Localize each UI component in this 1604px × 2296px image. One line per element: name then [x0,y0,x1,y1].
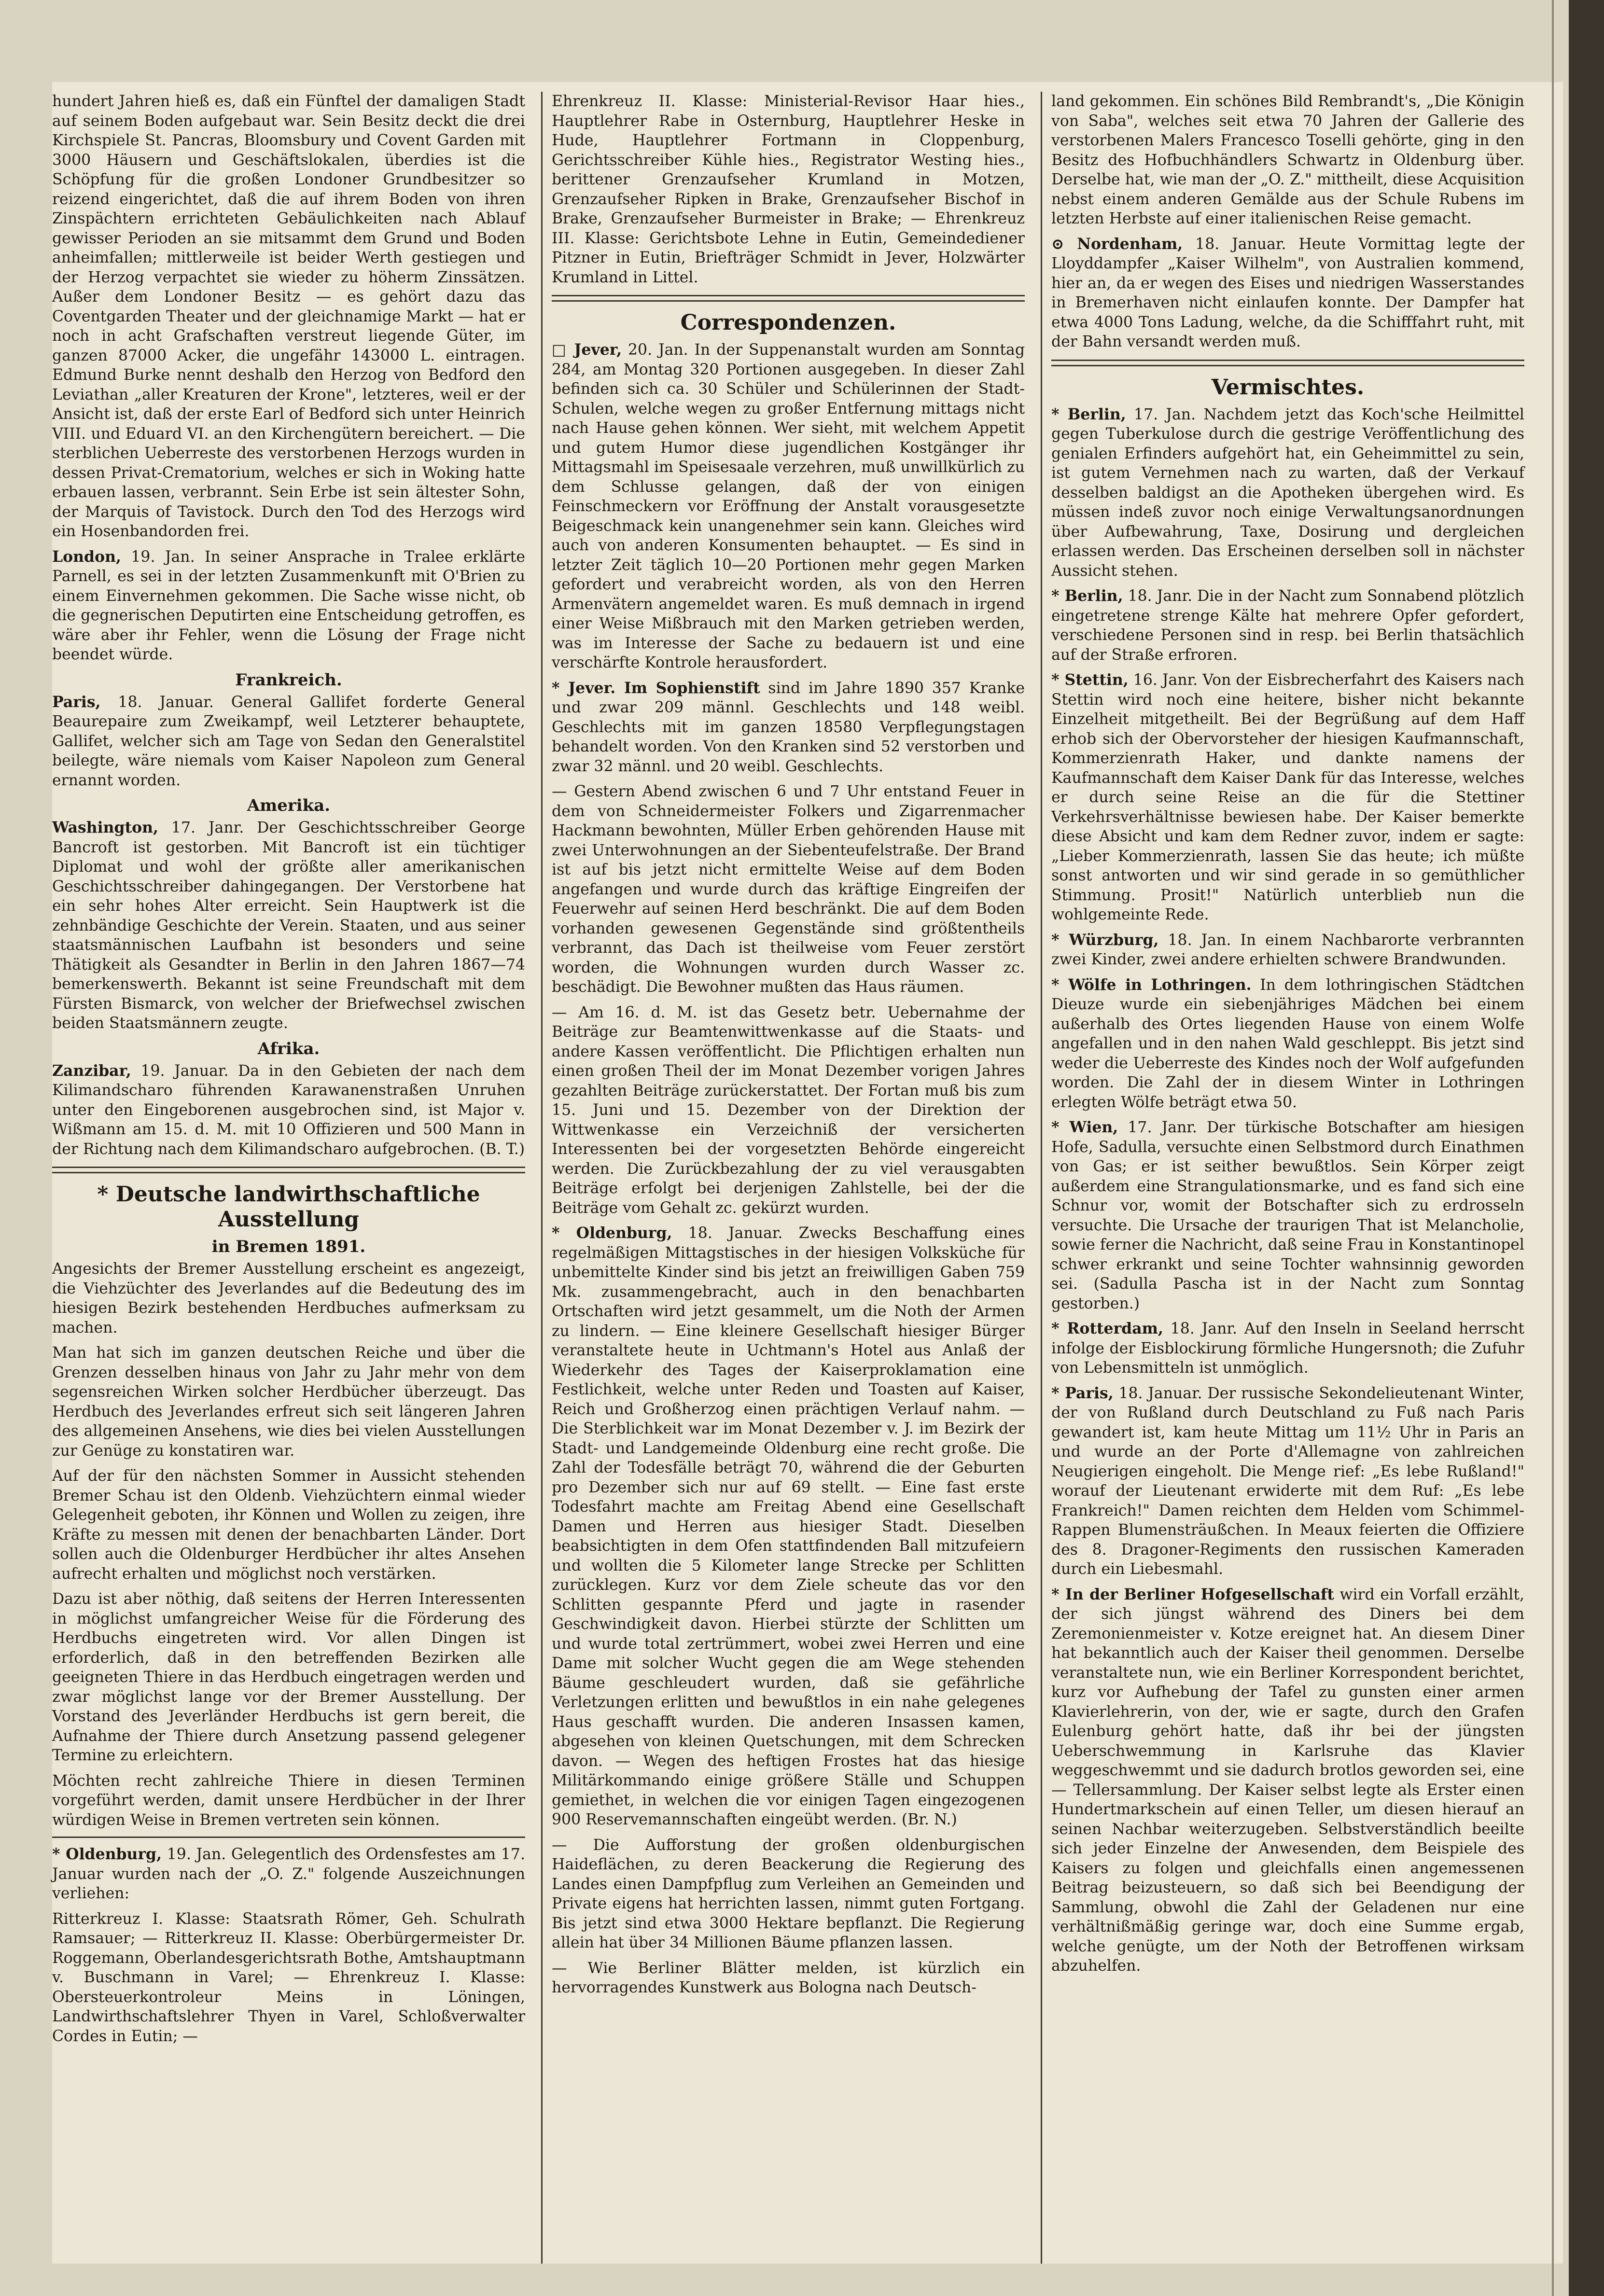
article-berlin [1051,586,1524,665]
article-text: 17. Janr. Der türkische Botschafter am hiesigen Hofe, Sadulla, versuchte einen Selbstmord durch Einathmen von Gas; er ist seither bewußtlos. Sein Körper zeigt außerdem eine Strangulationsmarke, und es fand sich eine Schnur vor, womit der Botschafter sich zu erdrosseln versuchte. Die Ursache der traurigen That ist Melancholie, sowie ferner die Nachricht, daß seine Frau in Konstantinopel schwer erkrankt und seine Tochter wahnsinnig geworden sei. (Sadulla Pascha ist in der Nacht zum Sonntag gestorben.) [1051,1119,1524,1312]
article-text: Man hat sich im ganzen deutschen Reiche und über die Grenzen desselben hinaus von Jahr zu Jahr mehr von dem segensreichen Wirken solcher Herdbücher überzeugt. Das Herdbuch des Jeverlandes erfreut sich seit längeren Jahren des allgemeinen Ansehens, wie dies bei vielen Ausstellungen zur Genüge zu konstatiren war. [52,1344,525,1460]
article-text: 18. Jan. In einem Nachbarorte verbrannten zwei Kinder, zwei andere erhielten schwere Brandwunden. [1051,931,1524,968]
section-heading-vermischtes: Vermischtes. [1211,375,1365,400]
section-divider [1051,360,1524,366]
dateline: * Berlin, [1051,587,1123,605]
article-text: — Die Aufforstung der großen oldenburgischen Haideflächen, zu deren Beackerung die Regierung des Landes einen Dampfpflug zum Verleihen an Gemeinden und Private eigens hat herrichten lassen, nimmt guten Fortgang. Bis jetzt sind etwa 3000 Hektare bepflanzt. Die Regierung allein hat über 34 Millionen Bäume pflanzen lassen. [552,1836,1025,1951]
dateline: □ Jever, [552,341,622,359]
article-london [52,547,525,665]
dateline: * Oldenburg, [552,1224,672,1242]
article-stettin [1051,670,1524,925]
divider [52,1837,525,1838]
article-text: 19. Januar. Da in den Gebieten der nach dem Kilimandscharo führenden Karawanenstraßen Unruhen unter den Eingeborenen ausgebrochen sind, ist Major v. Wißmann am 15. d. M. mit 10 Offizieren und 500 Mann in der Richtung nach dem Kilimandscharo aufgebrochen. (B. T.) [52,1062,525,1158]
page-fold-shadow [1552,0,1554,2296]
article-text: 20. Jan. In der Suppenanstalt wurden am Sonntag 284, am Montag 320 Portionen ausgegeben. In dieser Zahl befinden sich ca. 30 Schüler und Schülerinnen der Stadt-Schulen, welche wegen zu großer Entfernung mittags nicht nach Hause gehen können. Wer sieht, mit welchem Appetit und gutem Humor diese jugendlichen Kostgänger ihr Mittagsmahl im Speisesaale verzehren, muß unwillkürlich zu dem Schlusse gelangen, daß der von einigen Feinschmeckern vor Eröffnung der Anstalt vorausgesetzte Beigeschmack kein unangenehmer sein kann. Gleiches wird auch von anderen Konsumenten behauptet. — Es sind in letzter Zeit täglich 10—20 Portionen mehr gegen Marken gefordert und verabreicht worden, als von den Herren Armenvätern angemeldet waren. Es muß demnach in irgend einer Weise Mißbrauch mit den Marken getrieben werden, was im Interesse der Sache zu bedauern ist und eine verschärfte Kontrole herausfordert. [552,341,1025,671]
article-text: sind im Jahre 1890 357 Kranke und zwar 209 männl. Geschlechts und 148 weibl. Geschlechts mit im ganzen 18580 Verpflegungstagen behandelt worden. Von den Kranken sind 52 verstorben und zwar 32 männl. und 20 weibl. Geschlechts. [552,679,1025,775]
article-woelfe [1051,975,1524,1113]
dateline: * Rotterdam, [1051,1320,1163,1337]
article-zanzibar [52,1061,525,1159]
section-heading-amerika: Amerika. [247,796,331,815]
dateline: Zanzibar, [52,1061,131,1080]
dateline: ⊙ Nordenham, [1051,235,1183,253]
article-text: Dazu ist aber nöthig, daß seitens der Herren Interessenten in möglichst umfangreicher Weise für die Förderung des Herdbuchs eingetreten wird. Vor allen Dingen ist erforderlich, daß in den betreffenden Bezirken alle geeigneten Thiere in das Herdbuch eingetragen werden und zwar möglichst lange vor der Bremer Ausstellung. Der Vorstand des Jeverländer Herdbuchs ist gern bereit, die Aufnahme der Thiere durch Ansetzung passend gelegener Termine zu erleichtern. [52,1590,525,1764]
headline-ausstellung: * Deutsche landwirthschaftliche Ausstellung [97,1182,480,1232]
dateline: * Stettin, [1051,671,1129,689]
section-heading-correspondenzen: Correspondenzen. [680,310,896,335]
article-text: Ehrenkreuz II. Klasse: Ministerial-Revisor Haar hies., Hauptlehrer Rabe in Osternburg, Hauptlehrer Heske in Hude, Hauptlehrer Fortmann in Cloppenburg, Gerichtsschreiber Kühle hies., Registrator Westing hies., berittener Grenzaufseher Krumland in Motzen, Grenzaufseher Ripken in Brake, Grenzaufseher Bischof in Brake, Grenzaufseher Burmeister in Brake; — Ehrenkreuz III. Klasse: Gerichtsbote Lehne in Eutin, Gemeindediener Pitzner in Eutin, Briefträger Schmidt in Jever, Holzwärter Krumland in Littel. [552,93,1025,286]
article-text: wird ein Vorfall erzählt, der sich jüngst während des Diners bei dem Zeremonienmeister v. Kotze ereignet hat. An diesem Diner hat bekanntlich auch der Kaiser theil genommen. Derselbe veranstaltete nun, wie ein Berliner Korrespondent berichtet, kurz vor Aufhebung der Tafel zu gunsten einer armen Klavierlehrerin, von der, wie er sagte, durch den Grafen Eulenburg gehört hatte, daß ihr bei der jüngsten Ueberschwemmung in Karlsruhe das Klavier weggeschwemmt und sie dadurch brotlos geworden sei, eine — Tellersammlung. Der Kaiser selbst legte als Erster einen Hundertmarkschein auf einen Teller, um diesen hierauf an seinen Nachbar weiterzugeben. Selbstverständlich beeilte sich jeder Einzelne der Anwesenden, dem Beispiele des Kaisers zu folgen und gleichfalls einen angemessenen Beitrag beizusteuern, so daß sich bei Beendigung der Sammlung, obwohl die Zahl der Geladenen nur eine verhältnißmäßig geringe war, doch eine Summe ergab, welche genügte, um der Noth der Betroffenen wirksam abzuhelfen. [1051,1586,1524,1975]
dateline: * Berlin, [1051,405,1126,423]
dateline: * In der Berliner Hofgesellschaft [1051,1585,1334,1603]
dateline: London, [52,547,121,566]
article-text: — Gestern Abend zwischen 6 und 7 Uhr entstand Feuer in dem von Schneidermeister Folkers und Zigarrenmacher Hackmann bewohnten, Müller Erben gehörenden Hause mit zwei Unterwohnungen an der Siebenteufelstraße. Der Brand ist auf bis jetzt nicht ermittelte Weise auf dem Boden angefangen und wurde durch das kräftige Eingreifen der Feuerwehr auf seinen Herd beschränkt. Die auf dem Boden vorhanden gewesenen Gegenstände sind größtentheils verbrannt, das Dach ist theilweise vom Feuer zerstört worden, die Wohnungen wurden durch Wasser zc. beschädigt. Die Bewohner mußten das Haus räumen. [552,783,1025,996]
column-3 [1051,92,1524,1982]
article-text: — Wie Berliner Blätter melden, ist kürzlich ein hervorragendes Kunstwerk aus Bologna nach Deutsch- [552,1959,1025,1996]
article-text: Auf der für den nächsten Sommer in Aussicht stehenden Bremer Schau ist den Oldenb. Viehzüchtern einmal wieder Gelegenheit geboten, ihr Können und Wollen zu zeigen, ihre Kräfte zu messen mit denen der benachbarten Länder. Dort sollen auch die Oldenburger Herdbücher ihr altes Ansehen aufrecht erhalten und möglichst noch verstärken. [52,1467,525,1583]
section-divider [552,295,1025,302]
dateline: * Oldenburg, [52,1845,162,1863]
article-paris [1051,1384,1524,1579]
section-heading-afrika: Afrika. [257,1039,320,1058]
article-text: hundert Jahren hieß es, daß ein Fünftel der damaligen Stadt auf seinem Boden aufgebaut war. Sein Besitz deckt die drei Kirchspiele St. Pancras, Bloomsbury und Covent Garden mit 3000 Häusern und Geschäftslokalen, überdies ist die Schöpfung für die großen Londoner Grundbesitzer so reizend eingerichtet, daß die auf ihrem Boden von ihren Zinspächtern errichteten Gebäulichkeiten nach Ablauf gewisser Perioden an sie mitsammt dem Grund und Boden anheimfallen; mittlerweile ist beider Werth gestiegen und der Herzog verpachtet sie wieder zu höherm Zinssätzen. Außer dem Londoner Besitz — es gehört dazu das Coventgarden Theater und der gleichnamige Markt — hat er noch in acht Grafschaften verstreut liegende Güter, im ganzen 87000 Acker, die ungefähr 143000 L. eintragen. Edmund Burke nennt deshalb den Herzog von Bedford den Leviathan „aller Kreaturen der Krone", letzteres, weil er der Ansicht ist, daß der erste Earl of Bedford sich unter Heinrich VIII. und Eduard VI. an den Kirchengütern bereichert. — Die sterblichen Ueberreste des verstorbenen Herzogs wurden in dessen Privat-Crematorium, welches er sich in Woking hatte erbauen lassen, verbrannt. Sein Erbe ist sein ältester Sohn, der Marquis of Tavistock. Durch den Tod des Herzogs wird ein Hosenbandorden frei. [52,93,525,540]
article-text: Ritterkreuz I. Klasse: Staatsrath Römer, Geh. Schulrath Ramsauer; — Ritterkreuz II. Klasse: Oberbürgermeister Dr. Roggemann, Oberlandesgerichtsrath Bothe, Amtshauptmann v. Buschmann in Varel; — Ehrenkreuz I. Klasse: Obersteuerkontroleur Meins in Löningen, Landwirthschaftslehrer Thyen in Varel, Schloßverwalter Cordes in Eutin; — [52,1910,525,2045]
article-text: land gekommen. Ein schönes Bild Rembrandt's, „Die Königin von Saba", welches seit etwa 70 Jahren der Gallerie des verstorbenen Malers Francesco Toselli gehörte, ging in den Besitz des Hofbuchhändlers Schwartz in Oldenburg über. Derselbe hat, wie man der „O. Z." mittheilt, diese Acquisition nebst einem anderen Gemälde aus der Schule Rubens im letzten Herbste auf einer italienischen Reise gemacht. [1051,93,1524,227]
article-text: In dem lothringischen Städtchen Dieuze wurde ein siebenjähriges Mädchen bei einem außerhalb des Ortes liegenden Hause von einem Wolfe angefallen und in den nahen Wald geschleppt. Bis jetzt sind weder die Ueberreste des Kindes noch der Wolf aufgefunden worden. Die Zahl der in diesem Winter in Lothringen erlegten Wölfe beträgt etwa 50. [1051,976,1524,1111]
article-text: 19. Jan. In seiner Ansprache in Tralee erklärte Parnell, es sei in der letzten Zusammenkunft mit O'Brien zu einem Einvernehmen gekommen. Die Sache wisse nicht, ob die gegnerischen Deputirten eine Entscheidung getroffen, es wäre aber ihr Fehler, wenn die Lösung der Frage nicht beendet würde. [52,548,525,663]
dateline: Paris, [52,693,101,711]
column-1 [52,92,525,2052]
article-nordenham [1051,235,1524,352]
article-oldenburg [52,1845,525,1904]
article-rotterdam [1051,1319,1524,1378]
newspaper-page [52,82,1563,2264]
article-text: 18. Januar. Der russische Sekondelieutenant Winter, der von Rußland durch Deutschland zu Fuß nach Paris gewandert ist, kam heute Mittag um 11½ Uhr in Paris an und wurde an der Porte d'Allemagne von zahlreichen Neugierigen eingeholt. Die Menge rief: „Es lebe Rußland!" worauf der Lieutenant erwiderte mit dem Ruf: „Es lebe Frankreich!" Damen reichten dem Helden vom Schimmel-Rappen Blumensträußchen. In Meaux feierten die Offiziere des 8. Dragoner-Regiments den russischen Kameraden durch ein Liebesmahl. [1051,1384,1524,1578]
dateline: * Würzburg, [1051,931,1159,949]
article-text: 18. Janr. Auf den Inseln in Seeland herrscht infolge der Eisblockirung förmliche Hungersnoth; die Zufuhr von Lebensmitteln ist unmöglich. [1051,1320,1524,1377]
article-text: 16. Janr. Von der Eisbrecherfahrt des Kaisers nach Stettin wird noch eine heitere, bisher nicht bekannte Einzelheit mitgetheilt. Bei der Begrüßung auf dem Haff erhob sich der Obervorsteher der hiesigen Kaufmannschaft, Kommerzienrath Haker, und dankte namens der Kaufmannschaft dem Kaiser Dank für das Interesse, welches er durch seine Reise an die für die Stettiner Verkehrsverhältnisse bewiesen habe. Der Kaiser bemerkte diese Absicht und kam dem Redner zuvor, indem er sagte: „Lieber Kommerzienrath, lassen Sie das heute; ich müßte sonst antworten und wir sind gerade in so gemüthlicher Stimmung. Prosit!" Natürlich unterblieb nun die wohlgemeinte Rede. [1051,671,1525,923]
column-2 [552,92,1025,2004]
article-berlin [1051,405,1524,581]
dateline: * Jever. Im Sophienstift [552,679,760,697]
article-text: 19. Jan. Gelegentlich des Ordensfestes am 17. Januar wurden nach der „O. Z." folgende Auszeichnungen verliehen: [52,1846,525,1902]
page-edge [1569,0,1604,2296]
article-text: Angesichts der Bremer Ausstellung erscheint es angezeigt, die Viehzüchter des Jeverlandes auf die Bedeutung des im hiesigen Bezirk bestehenden Herdbuches aufmerksam zu machen. [52,1260,525,1336]
article-text: 18. Januar. Heute Vormittag legte der Lloyddampfer „Kaiser Wilhelm", von Australien kommend, hier an, da er wegen des Eises und niedrigen Wasserstandes in Bremerhaven nicht einlaufen konnte. Der Dampfer hat etwa 4000 Tons Ladung, welche, da die Schifffahrt ruht, mit der Bahn versandt werden muß. [1051,235,1525,350]
article-sophienstift [552,679,1025,777]
column-divider [1041,92,1042,2264]
article-text: 17. Jan. Nachdem jetzt das Koch'sche Heilmittel gegen Tuberkulose durch die gestrige Veröffentlichung des genialen Erfinders aufgehört hat, ein Geheimmittel zu sein, ist gutem Vernehmen nach zu warten, daß der Verkauf desselben baldigst an die Apotheken übergehen wird. Es müssen indeß zuvor noch einige Verwaltungsanordnungen über Aufbewahrung, Taxe, Dosirung und dergleichen erlassen werden. Das Erscheinen derselben soll in nächster Aussicht stehen. [1051,405,1524,580]
article-text: 18. Januar. General Gallifet forderte General Beaurepaire zum Zweikampf, weil Letzterer behauptete, Gallifet, welcher sich am Tage von Sedan den Generalstitel beilegte, wäre niemals vom Kaiser Napoleon zum General ernannt worden. [52,693,525,789]
column-divider [541,92,543,2264]
article-text: 17. Janr. Der Geschichtsschreiber George Bancroft ist gestorben. Mit Bancroft ist ein tüchtiger Diplomat und wohl der größte aller amerikanischen Geschichtsschreiber dahingegangen. Der Verstorbene hat ein sehr hohes Alter erreicht. Sein Hauptwerk ist die zehnbändige Geschichte der Verein. Staaten, und aus seiner staatsmännischen Laufbahn ist besonders und seine Thätigkeit als Gesandter in Berlin in den Jahren 1867—74 bemerkenswerth. Bekannt ist seine Freundschaft mit dem Fürsten Bismarck, von welcher der Briefwechsel zwischen beiden Staatsmännern zeugte. [52,819,525,1032]
article-text: 18. Januar. Zwecks Beschaffung eines regelmäßigen Mittagstisches in der hiesigen Volksküche für unbemittelte Kinder sind bis jetzt an freiwilligen Gaben 759 Mk. zusammengebracht, auch in den benachbarten Ortschaften wird jetzt gesammelt, um die Noth der Armen zu lindern. — Eine kleinere Gesellschaft hiesiger Bürger veranstaltete heute in Uchtmann's Hotel aus Anlaß der Wiederkehr des Tages der Kaiserproklamation eine Festlichkeit, welche unter Reden und Toasten auf Kaiser, Reich und Großherzog einen prächtigen Verlauf nahm. — Die Sterblichkeit war im Monat Dezember v. J. im Bezirk der Stadt- und Landgemeinde Oldenburg eine recht große. Die Zahl der Todesfälle beträgt 70, während die der Geburten pro Dezember sich nur auf 69 stellt. — Eine fast erste Todesfahrt machte am Freitag Abend eine Gesellschaft Damen und Herren aus hiesiger Stadt. Dieselben beabsichtigten in dem Ofen stattfindenden Ball mitzufeiern und wollten die 5 Kilometer lange Strecke per Schlitten zurücklegen. Kurz vor dem Ziele scheute das vor den Schlitten gespannte Pferd und jagte in rasender Geschwindigkeit davon. Hierbei stürzte der Schlitten um und wurde total zertrümmert, wobei zwei Herren und eine Dame mit solcher Wucht gegen die am Wege stehenden Bäume geschleudert wurden, daß sie gefährliche Verletzungen erlitten und bewußtlos in ein nahe gelegenes Haus geschafft wurden. Die anderen Insassen kamen, abgesehen von kleinen Quetschungen, mit dem Schrecken davon. — Wegen des heftigen Frostes hat das hiesige Militärkommando einige größere Ställe und Schuppen gemiethet, in welchen die vor einigen Tagen eingezogenen 900 Reservemannschaften eingeübt werden. (Br. N.) [552,1225,1025,1828]
article-paris [52,693,525,791]
article-text: Möchten recht zahlreiche Thiere in diesen Terminen vorgeführt werden, damit unsere Herdbücher in der Ihrer würdigen Weise in Bremen vertreten sein können. [52,1772,525,1829]
section-heading-frankreich: Frankreich. [235,670,342,690]
article-text: 18. Janr. Die in der Nacht zum Sonnabend plötzlich eingetretene strenge Kälte hat mehrere Opfer gefordert, verschiedene Personen sind in resp. bei Berlin thatsächlich auf der Straße erfroren. [1051,587,1524,664]
dateline: * Paris, [1051,1384,1114,1402]
section-divider [52,1167,525,1173]
article-jever [552,340,1025,673]
article-wuerzburg [1051,931,1524,970]
dateline: Washington, [52,819,159,836]
article-text: — Am 16. d. M. ist das Gesetz betr. Uebernahme der Beiträge zur Beamtenwittwenkasse auf die Staats- und andere Kassen veröffentlicht. Die Pflichtigen erhalten nun einen großen Theil der im Monat Dezember vorigen Jahres gezahlten Beiträge zurückerstattet. Der Fortan muß bis zum 15. Juni und 15. Dezember von der Direktion der Wittwenkasse ein Verzeichniß der versicherten Interessenten bei der vorgesetzten Behörde eingereicht werden. Die Zurückbezahlung der zu viel verausgabten Beiträge erfolgt bei derjenigen Zahlstelle, bei der die Beiträge vom Gehalt zc. gekürzt wurden. [552,1003,1025,1217]
dateline: * Wölfe in Lothringen. [1051,975,1252,994]
article-washington [52,818,525,1033]
dateline: * Wien, [1051,1118,1118,1136]
subheadline-bremen: in Bremen 1891. [211,1237,366,1256]
article-wien [1051,1118,1524,1313]
article-hofgesellschaft [1051,1585,1524,1976]
article-oldenburg [552,1224,1025,1830]
